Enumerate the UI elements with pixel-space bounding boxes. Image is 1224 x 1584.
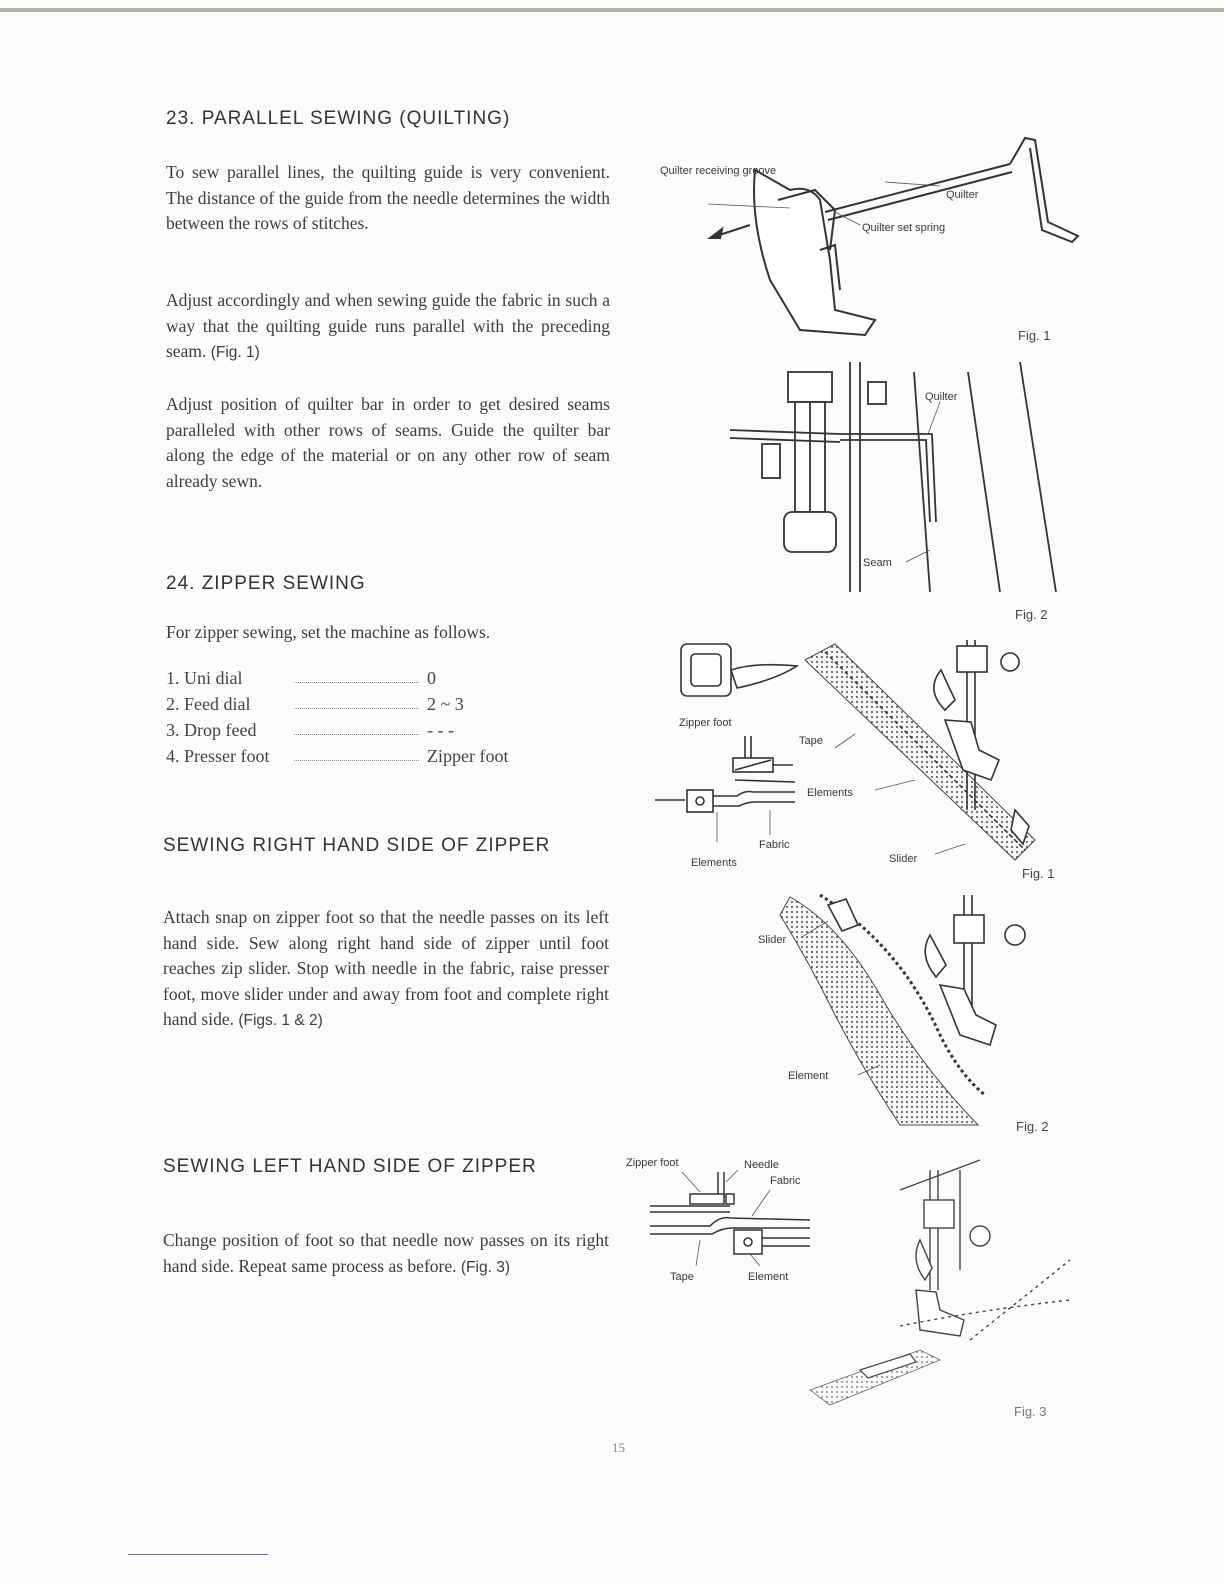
setting-label: 3. Drop feed: [166, 720, 257, 740]
quilting-paragraph-1: To sew parallel lines, the quilting guide is very convenient. The distance of the guide from the needle determines the width between the rows of stitches.: [166, 162, 610, 233]
leader-dots: [294, 708, 419, 709]
label-needle: Needle: [744, 1159, 779, 1171]
label-quilter-spring: Quilter set spring: [862, 222, 946, 234]
zipper-fig-3-illustration: [620, 1150, 1080, 1410]
setting-value: 0: [427, 668, 436, 688]
setting-row: [166, 741, 566, 767]
right-side-paragraph: [163, 905, 609, 1034]
label-tape: Tape: [799, 735, 823, 747]
label-element: Element: [748, 1271, 789, 1283]
section-23-heading: 23. PARALLEL SEWING (QUILTING): [166, 108, 511, 129]
label-element: Element: [788, 1070, 829, 1082]
label-zipper-foot: Zipper foot: [626, 1157, 679, 1169]
label-elements-2: Elements: [691, 857, 737, 869]
left-side-paragraph: [163, 1228, 609, 1280]
setting-label: 1. Uni dial: [166, 668, 243, 688]
label-seam: Seam: [863, 557, 892, 569]
setting-value: 2 ~ 3: [427, 694, 464, 714]
left-side-text: Change position of foot so that needle now passes on its right hand side. Repeat same process as before.: [163, 1230, 609, 1276]
label-quilter-groove: Quilter receiving groove: [660, 165, 777, 177]
footer-rule: [128, 1554, 268, 1555]
quilter-fig-2-illustration: [700, 362, 1080, 602]
leader-dots: [294, 734, 419, 735]
section-24-heading: 24. ZIPPER SEWING: [166, 573, 366, 594]
label-zipper-foot: Zipper foot: [679, 717, 732, 729]
label-fabric: Fabric: [759, 839, 790, 851]
setting-row: [166, 663, 566, 689]
quilting-paragraph-2-text: Adjust accordingly and when sewing guide the fabric in such a way that the quilting guide runs parallel with the preceding seam.: [166, 290, 610, 361]
quilting-paragraph-3: Adjust position of quilter bar in order to get desired seams paralleled with other rows of seams. Guide the quilter bar along the edge of the material or on any other row of seam already sewn.: [166, 394, 610, 491]
quilter-fig-1-illustration: [650, 130, 1100, 350]
label-slider: Slider: [758, 934, 787, 946]
zipper-fig-3-caption: Fig. 3: [1014, 1404, 1047, 1419]
zipper-fig-2-caption: Fig. 2: [1016, 1119, 1049, 1134]
fig-reference: (Fig. 3): [460, 1258, 510, 1276]
label-slider: Slider: [889, 853, 918, 865]
scan-top-edge: [0, 8, 1224, 12]
zipper-fig-1-illustration: [645, 630, 1045, 880]
zipper-intro: For zipper sewing, set the machine as follows.: [166, 622, 491, 642]
left-side-heading: SEWING LEFT HAND SIDE OF ZIPPER: [163, 1156, 537, 1177]
setting-row: [166, 715, 566, 741]
setting-label: 2. Feed dial: [166, 694, 251, 714]
quilting-paragraph-2: [166, 288, 610, 366]
leader-dots: [294, 682, 419, 683]
quilter-fig-2-caption: Fig. 2: [1015, 607, 1048, 622]
label-quilter: Quilter: [946, 189, 979, 201]
setting-label: 4. Presser foot: [166, 746, 270, 766]
zipper-fig-2-illustration: [750, 885, 1050, 1135]
setting-row: [166, 689, 566, 715]
fig-reference: (Fig. 1): [210, 344, 260, 361]
fig-reference: (Figs. 1 & 2): [238, 1012, 323, 1029]
leader-dots: [294, 760, 419, 761]
page-number: 15: [612, 1440, 625, 1455]
label-tape: Tape: [670, 1271, 694, 1283]
zipper-fig-1-caption: Fig. 1: [1022, 866, 1055, 881]
right-side-heading: SEWING RIGHT HAND SIDE OF ZIPPER: [163, 835, 551, 856]
label-quilter: Quilter: [925, 391, 958, 403]
quilter-fig-1-caption: Fig. 1: [1018, 328, 1051, 343]
machine-settings-list: [166, 663, 566, 767]
label-fabric: Fabric: [770, 1175, 801, 1187]
setting-value: Zipper foot: [427, 746, 509, 766]
right-side-text: Attach snap on zipper foot so that the needle passes on its left hand side. Sew along right hand side of zipper until foot reaches zip slider. Stop with needle in the fabric, raise presser foot, move slider under and away from foot and complete right hand side.: [163, 907, 609, 1029]
label-elements: Elements: [807, 787, 853, 799]
setting-value: - - -: [427, 720, 454, 740]
